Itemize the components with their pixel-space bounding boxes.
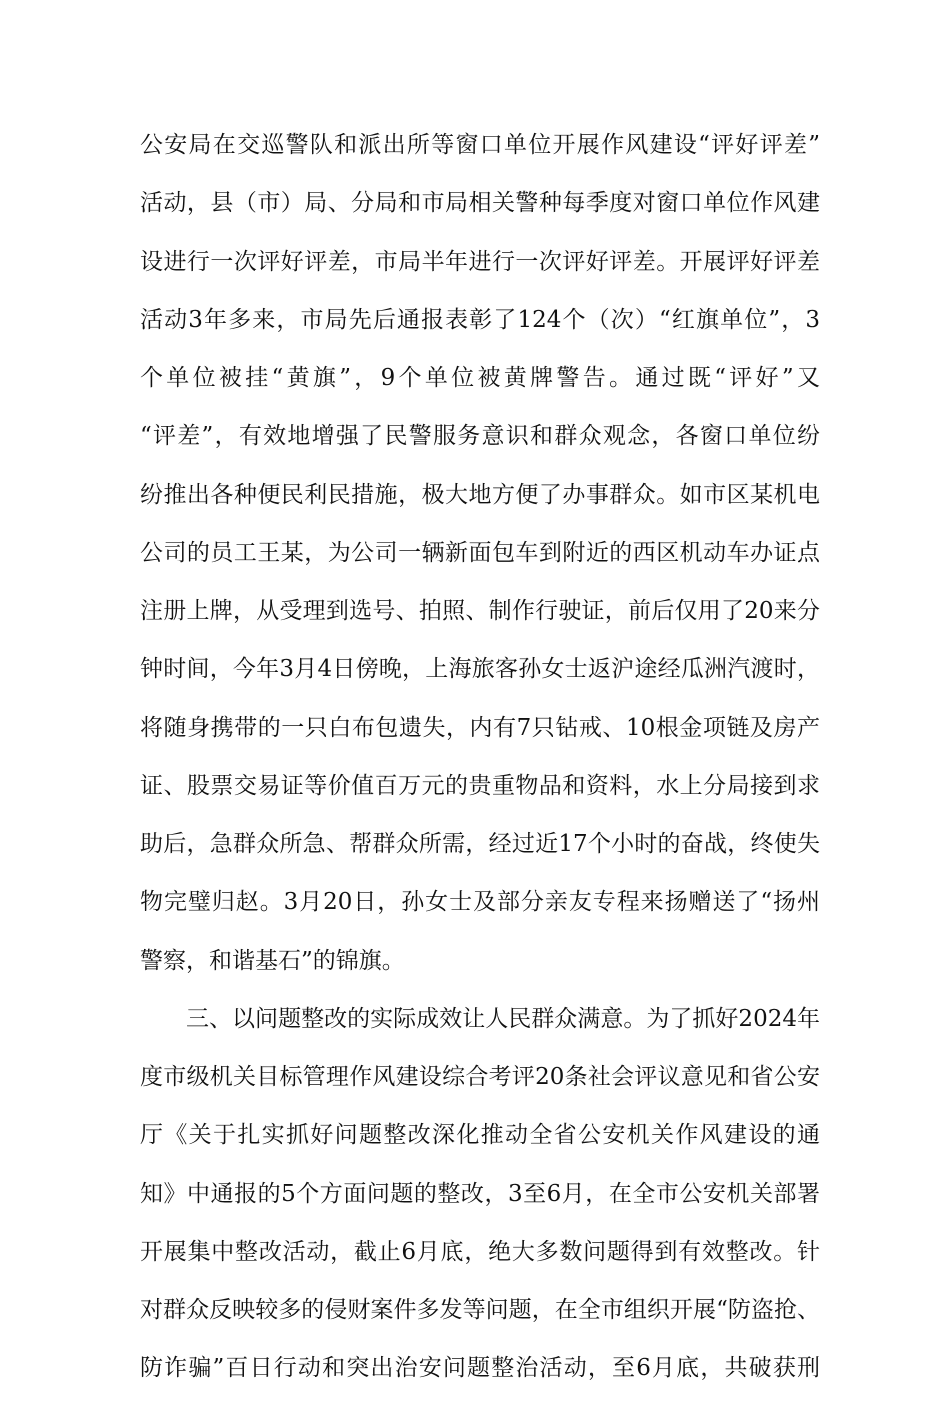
text-line: 公司的员工王某，为公司一辆新面包车到附近的西区机动车办证点: [140, 539, 820, 566]
text-line: 防诈骗”百日行动和突出治安问题整治活动，至6月底，共破获刑: [140, 1355, 820, 1382]
paragraph-1: [140, 130, 820, 1004]
text-line: 度市级机关目标管理作风建设综合考评20条社会评议意见和省公安: [140, 1064, 820, 1090]
text-line: “评差”，有效地增强了民警服务意识和群众观念，各窗口单位纷: [140, 423, 820, 450]
text-line: 设进行一次评好评差，市局半年进行一次评好评差。开展评好评差: [140, 248, 820, 275]
document-body: [140, 130, 820, 1412]
text-line: 纷推出各种便民利民措施，极大地方便了办事群众。如市区某机电: [140, 481, 820, 508]
text-line: 将随身携带的一只白布包遗失，内有7只钻戒、10根金项链及房产: [140, 714, 820, 741]
text-line: 钟时间，今年3月4日傍晚，上海旅客孙女士返沪途经瓜洲汽渡时，: [140, 656, 820, 683]
text-line: 注册上牌，从受理到选号、拍照、制作行驶证，前后仅用了20来分: [140, 598, 820, 624]
text-line: 厅《关于扎实抓好问题整改深化推动全省公安机关作风建设的通: [140, 1122, 820, 1149]
text-line: 助后，急群众所急、帮群众所需，经过近17个小时的奋战，终使失: [140, 831, 820, 857]
text-line: 公安局在交巡警队和派出所等窗口单位开展作风建设“评好评差”: [140, 132, 820, 158]
text-line: 对群众反映较多的侵财案件多发等问题，在全市组织开展“防盗抢、: [140, 1297, 820, 1323]
text-line: 物完璧归赵。3月20日，孙女士及部分亲友专程来扬赠送了“扬州: [140, 889, 820, 916]
paragraph-2: [140, 1004, 820, 1412]
text-line: 知》中通报的5个方面问题的整改，3至6月，在全市公安机关部署: [140, 1180, 820, 1207]
text-line: 开展集中整改活动，截止6月底，绝大多数问题得到有效整改。针: [140, 1238, 820, 1265]
text-line: 警察，和谐基石”的锦旗。: [140, 947, 405, 974]
text-line: 证、股票交易证等价值百万元的贵重物品和资料，水上分局接到求: [140, 772, 820, 799]
text-line: 活动，县（市）局、分局和市局相关警种每季度对窗口单位作风建: [140, 190, 820, 217]
text-line: 三、以问题整改的实际成效让人民群众满意。为了抓好2024年: [186, 1005, 820, 1032]
text-line: 个单位被挂“黄旗”，9个单位被黄牌警告。通过既“评好”又: [140, 365, 820, 391]
text-line: 活动3年多来，市局先后通报表彰了124个（次）“红旗单位”，3: [140, 306, 820, 333]
